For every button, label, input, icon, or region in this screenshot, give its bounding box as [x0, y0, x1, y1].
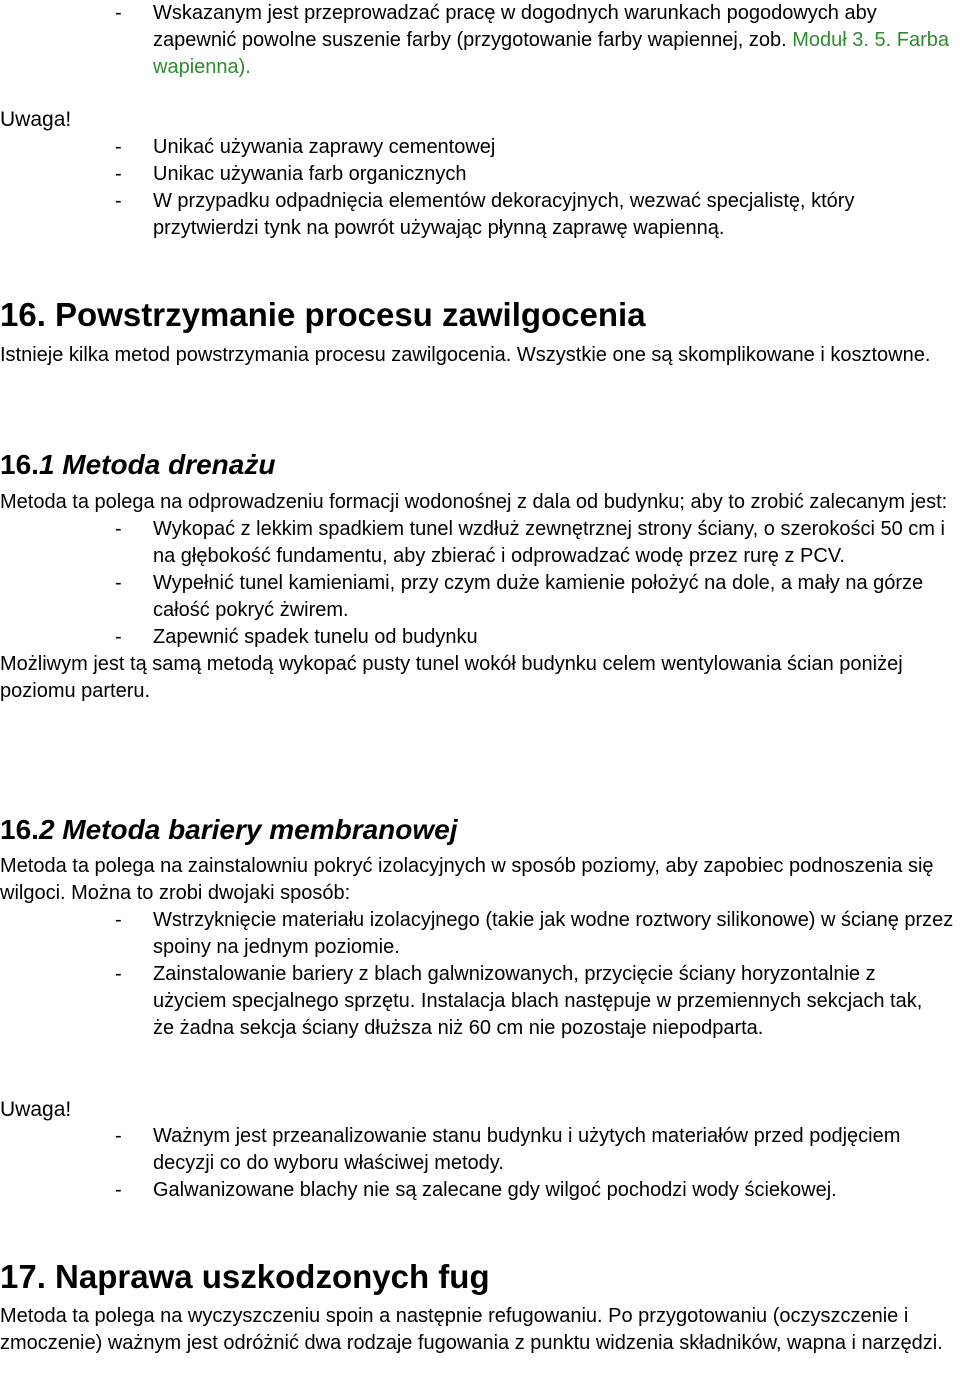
- section-16: [0, 295, 960, 335]
- list-item-text: Unikać używania zaprawy cementowej: [153, 136, 496, 158]
- list-dash: -: [115, 518, 122, 540]
- list-dash: -: [115, 572, 122, 594]
- list-item-text: Zainstalowanie bariery z blach galwnizowanych, przycięcie ściany horyzontalnie z użyciem specjalnego sprzętu. Instalacja blach następuje w przemiennych sekcjach tak, że żadna sekcja ściany dłuższa niż 60 cm nie pozostaje niepodparta.: [153, 963, 923, 1039]
- section-16-1: [0, 447, 960, 483]
- list-item-text: Ważnym jest przeanalizowanie stanu budynku i użytych materiałów przed podjęciem decyzji co do wyboru właściwej metody.: [153, 1125, 901, 1174]
- section-16-1-body: [0, 489, 960, 705]
- subsection-number: 16.: [0, 814, 39, 845]
- warning-label: Uwaga!: [0, 1098, 72, 1121]
- top-list: [0, 0, 960, 81]
- section-17-intro: [0, 1303, 960, 1357]
- warning-list-2: [0, 1123, 960, 1204]
- list-dash: -: [115, 2, 122, 24]
- list-item-text: Wykopać z lekkim spadkiem tunel wzdłuż zewnętrznej strony ściany, o szerokości 50 cm i na głębokość fundamentu, aby zbierać i odprowadzać wodę przez rurę z PCV.: [153, 518, 945, 567]
- list-item-text: Wstrzyknięcie materiału izolacyjnego (takie jak wodne roztwory silikonowe) w ścianę przez spoiny na jednym poziomie.: [153, 909, 954, 958]
- list-dash: -: [115, 909, 122, 931]
- list-dash: -: [115, 163, 122, 185]
- list-item: [0, 1123, 960, 1177]
- list-item: [0, 570, 960, 624]
- subsection-heading: [0, 812, 960, 848]
- list-item-text: Galwanizowane blachy nie są zalecane gdy wilgoć pochodzi wody ściekowej.: [153, 1179, 837, 1201]
- section-heading: 16. Powstrzymanie procesu zawilgocenia: [0, 296, 646, 333]
- list-dash: -: [115, 626, 122, 648]
- subsection-heading: [0, 447, 960, 483]
- section-17: [0, 1257, 960, 1297]
- section-16-2: [0, 812, 960, 848]
- list-item: [0, 188, 960, 242]
- section-16-2-body: [0, 853, 960, 1042]
- warning-list-1: [0, 134, 960, 242]
- list-item: [0, 624, 960, 651]
- list-item: [0, 161, 960, 188]
- warning-block-1: [0, 106, 960, 133]
- list-dash: -: [115, 963, 122, 985]
- list-dash: -: [115, 1125, 122, 1147]
- list-item: [0, 134, 960, 161]
- list-dash: -: [115, 190, 122, 212]
- list-item: [0, 0, 960, 81]
- list-dash: -: [115, 136, 122, 158]
- subsection-title: 2 Metoda bariery membranowej: [38, 814, 458, 845]
- section-16-intro: [0, 342, 960, 369]
- list-item-text: Unikac używania farb organicznych: [153, 163, 467, 185]
- module-reference: Moduł 3. 5. Farba wapienna).: [153, 29, 950, 78]
- list-item-text: Wypełnić tunel kamieniami, przy czym duże kamienie położyć na dole, a mały na górze całość pokryć żwirem.: [153, 572, 924, 621]
- section-heading: 17. Naprawa uszkodzonych fug: [0, 1258, 490, 1295]
- list-item-text: W przypadku odpadnięcia elementów dekoracyjnych, wezwać specjalistę, który przytwierdzi tynk na powrót używając płynną zaprawę wapienną.: [153, 190, 855, 239]
- paragraph: Metoda ta polega na wyczyszczeniu spoin a następnie refugowaniu. Po przygotowaniu (oczyszczenie i zmoczenie) ważnym jest odróżnić dwa rodzaje fugowania z punktu widzenia składników, wapna i narzędzi.: [0, 1305, 943, 1354]
- warning-block-2: [0, 1096, 960, 1123]
- list-item-text: Wskazanym jest przeprowadzać pracę w dogodnych warunkach pogodowych aby zapewnić powolne suszenie farby (przygotowanie farby wapiennej, zob.: [153, 2, 877, 51]
- list-dash: -: [115, 1179, 122, 1201]
- list-item: [0, 907, 960, 961]
- list-item: [0, 1177, 960, 1204]
- list-item: [0, 516, 960, 570]
- list-item-text: Zapewnić spadek tunelu od budynku: [153, 626, 478, 648]
- list-item: [0, 961, 960, 1042]
- warning-label: Uwaga!: [0, 108, 72, 131]
- paragraph: Istnieje kilka metod powstrzymania procesu zawilgocenia. Wszystkie one są skomplikowane i kosztowne.: [0, 344, 931, 366]
- subsection-title: 1 Metoda drenażu: [38, 449, 276, 480]
- subsection-number: 16.: [0, 449, 39, 480]
- paragraph: Możliwym jest tą samą metodą wykopać pusty tunel wokół budynku celem wentylowania ścian poniżej poziomu parteru.: [0, 653, 903, 702]
- paragraph: Metoda ta polega na zainstalowniu pokryć izolacyjnych w sposób poziomy, aby zapobiec podnoszenia się wilgoci. Można to zrobi dwojaki sposób:: [0, 855, 934, 904]
- paragraph: Metoda ta polega na odprowadzeniu formacji wodonośnej z dala od budynku; aby to zrobić zalecanym jest:: [0, 491, 948, 513]
